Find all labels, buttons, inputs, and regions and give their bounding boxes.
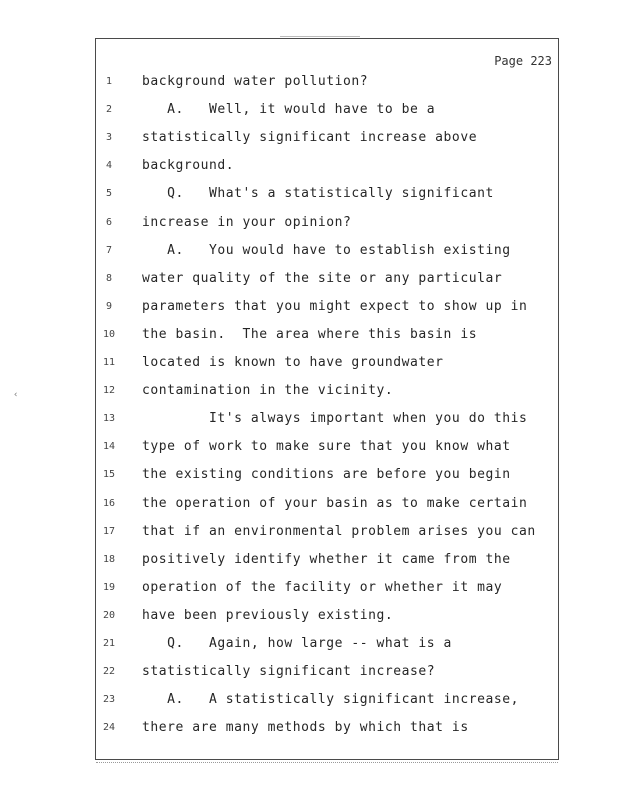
transcript-line [0,327,618,347]
line-text: water quality of the site or any particular [142,270,503,286]
line-number: 1 [105,76,113,87]
line-number: 21 [102,638,116,649]
margin-mark: ‹ [13,390,19,400]
line-text: the existing conditions are before you begin [142,467,511,483]
line-number: 14 [102,441,116,453]
transcript-line [0,383,618,403]
line-text: A. Well, it would have to be a [142,102,436,118]
line-number: 7 [105,244,113,256]
line-number: 12 [102,385,116,397]
line-number: 11 [102,357,116,368]
line-text: positively identify whether it came from the [142,551,511,567]
line-text: have been previously existing. [142,607,394,623]
transcript-line [0,130,618,150]
line-text: Q. What's a statistically significant [142,186,494,202]
line-text: statistically significant increase? [142,664,436,680]
line-text: background water pollution? [142,74,369,89]
transcript-line [0,467,618,487]
transcript-line [0,243,618,263]
transcript-line [0,102,618,122]
transcript-line [0,496,618,516]
transcript-line [0,580,618,600]
line-text: type of work to make sure that you know what [142,439,511,455]
transcript-line [0,720,618,740]
line-number: 24 [102,722,116,734]
transcript-line [0,439,618,459]
transcript-line [0,608,618,628]
transcript-line [0,74,618,94]
line-number: 3 [105,132,113,144]
line-number: 13 [102,413,116,425]
line-number: 22 [102,666,116,678]
line-text: increase in your opinion? [142,214,352,230]
line-text: A. A statistically significant increase, [142,692,519,708]
transcript-line [0,215,618,235]
line-text: the basin. The area where this basin is [142,326,478,342]
transcript-line [0,299,618,319]
line-number: 15 [102,469,116,481]
line-text: located is known to have groundwater [142,355,444,370]
line-number: 20 [102,609,116,621]
line-number: 17 [102,525,116,537]
transcript-line [0,664,618,684]
transcript-line [0,636,618,656]
transcript-line [0,524,618,544]
line-text: there are many methods by which that is [142,720,469,736]
line-number: 8 [105,272,113,284]
line-text: that if an environmental problem arises you can [142,523,536,539]
line-text: Q. Again, how large -- what is a [142,636,452,651]
line-text: the operation of your basin as to make certain [142,495,528,511]
line-text: A. You would have to establish existing [142,242,511,258]
transcript-line [0,692,618,712]
line-number: 6 [105,216,113,228]
line-number: 19 [102,581,116,593]
line-number: 18 [102,553,116,565]
transcript-line [0,552,618,572]
line-number: 2 [105,104,113,116]
line-number: 5 [105,188,113,200]
scan-artifact-bottom [96,762,558,763]
transcript-line [0,186,618,206]
line-text: It's always important when you do this [142,411,528,427]
line-number: 9 [105,300,113,312]
page-number: Page 223 [494,54,552,68]
line-number: 16 [102,497,116,509]
line-text: parameters that you might expect to show up in [142,298,528,314]
line-number: 4 [105,160,113,172]
transcript-line [0,411,618,431]
line-number: 23 [102,694,116,706]
line-text: statistically significant increase above [142,130,478,146]
line-number: 10 [102,328,116,340]
line-text: contamination in the vicinity. [142,383,394,399]
line-text: operation of the facility or whether it may [142,579,503,595]
transcript-line [0,355,618,375]
transcript-line [0,271,618,291]
line-text: background. [142,158,235,174]
transcript-line [0,158,618,178]
